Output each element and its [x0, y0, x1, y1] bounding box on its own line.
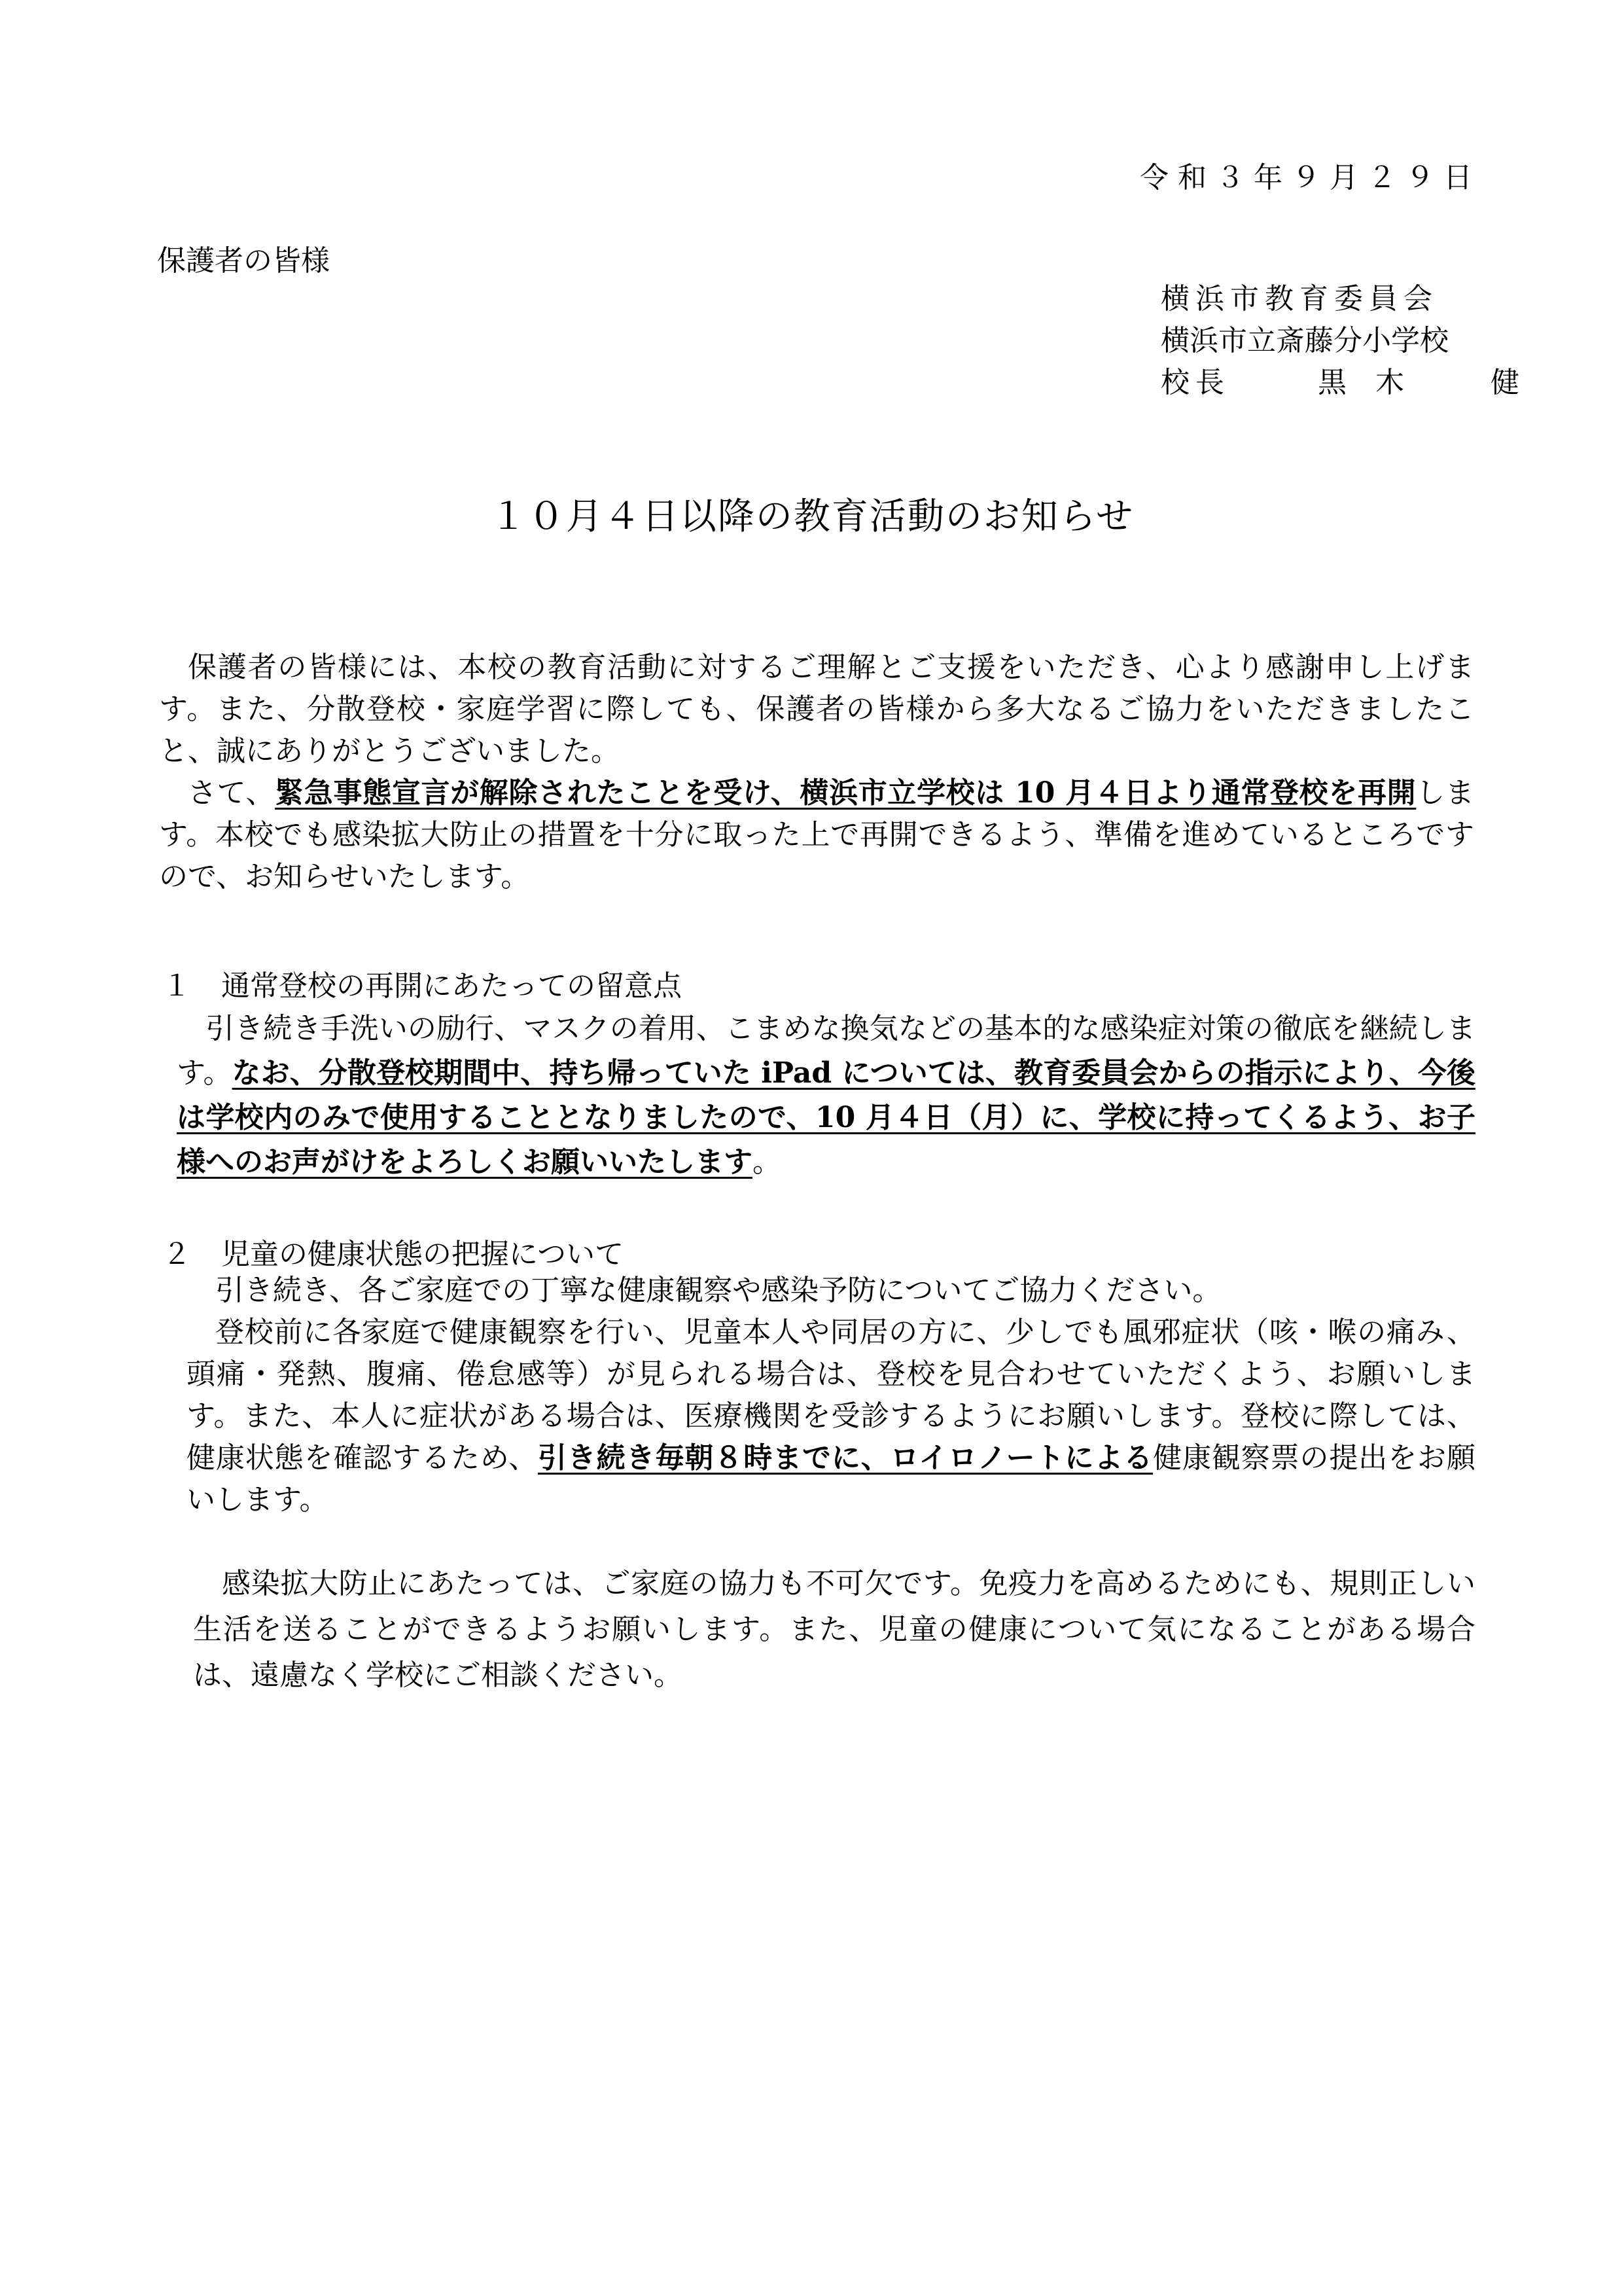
section-2-heading [162, 1230, 624, 1272]
section-2-body [186, 1270, 1475, 1521]
recipient-line: 保護者の皆様 [157, 244, 330, 278]
section-2-closing [193, 1561, 1475, 1698]
principal-name: 黒木 健 [1318, 366, 1548, 399]
section-2-title: 児童の健康状態の把握について [221, 1238, 624, 1271]
sender-organization: 横浜市教育委員会 [1161, 282, 1438, 315]
section-2-number: ２ [162, 1238, 191, 1271]
intro-paragraph-2 [159, 772, 1474, 898]
sender-school: 横浜市立斎藤分小学校 [1161, 324, 1449, 357]
section-1-title: 通常登校の再開にあたっての留意点 [221, 969, 682, 1003]
section-1-heading [162, 962, 682, 1004]
principal-title: 校長 [1161, 366, 1230, 399]
sender-principal [1161, 362, 1548, 404]
intro-text-1: 保護者の皆様には、本校の教育活動に対するご理解とご支援をいただき、心より感謝申し上げます。また、分散登校・家庭学習に際しても、保護者の皆様から多大なるご協力をいただきましたこと、誠にありがとうございました。 [159, 651, 1474, 768]
section-2-paragraph-3: 感染拡大防止にあたっては、ご家庭の協力も不可欠です。免疫力を高めるためにも、規則正しい生活を送ることができるようお願いします。また、児童の健康について気になることがある場合は、遠慮なく学校にご相談ください。 [193, 1567, 1475, 1692]
section-2-paragraph-2 [186, 1312, 1475, 1521]
section-2-p2-end: 健康観察票の提出をお願いします。 [186, 1441, 1475, 1516]
section-1-end: 。 [752, 1145, 781, 1179]
intro-text-2 [159, 772, 1474, 898]
section-1-number: １ [162, 969, 191, 1003]
section-2-paragraph-1: 引き続き、各ご家庭での丁寧な健康観察や感染予防についてご協力ください。 [215, 1274, 1222, 1307]
intro-p2-emphasis: 緊急事態宣言が解除されたことを受け、横浜市立学校は 10 月４日より通常登校を再開 [275, 776, 1417, 810]
intro-paragraph-1 [159, 647, 1474, 772]
section-1-text: 引き続き手洗いの励行、マスクの着用、こまめな換気などの基本的な感染症対策の徹底を継続します。 [177, 1012, 1475, 1090]
section-1-body [177, 1007, 1475, 1185]
document-title: １０月４日以降の教育活動のお知らせ [489, 495, 1135, 538]
section-2-p2-text: 登校前に各家庭で健康観察を行い、児童本人や同居の方に、少しでも風邪症状（咳・喉の痛み、頭痛・発熱、腹痛、倦怠感等）が見られる場合は、登校を見合わせていただくよう、お願いします。また、本人に症状がある場合は、医療機関を受診するようにお願いします。登校に際しては、健康状態を確認するため、 [186, 1316, 1475, 1475]
intro-p2-prefix: さて、 [188, 776, 275, 810]
sender-block [1161, 278, 1548, 404]
section-1-emphasis: なお、分散登校期間中、持ち帰っていた iPad については、教育委員会からの指示により、今後は学校内のみで使用することとなりましたので、10 月４日（月）に、学校に持ってくるよう、お子様へのお声がけをよろしくお願いいたします [177, 1056, 1475, 1179]
section-2-p2-emphasis: 引き続き毎朝８時までに、ロイロノートによる [537, 1441, 1154, 1475]
document-date: 令和３年９月２９日 [1140, 161, 1481, 194]
intro-p2-suffix: します。本校でも感染拡大防止の措置を十分に取った上で再開できるよう、準備を進めているところですので、お知らせいたします。 [159, 776, 1475, 893]
